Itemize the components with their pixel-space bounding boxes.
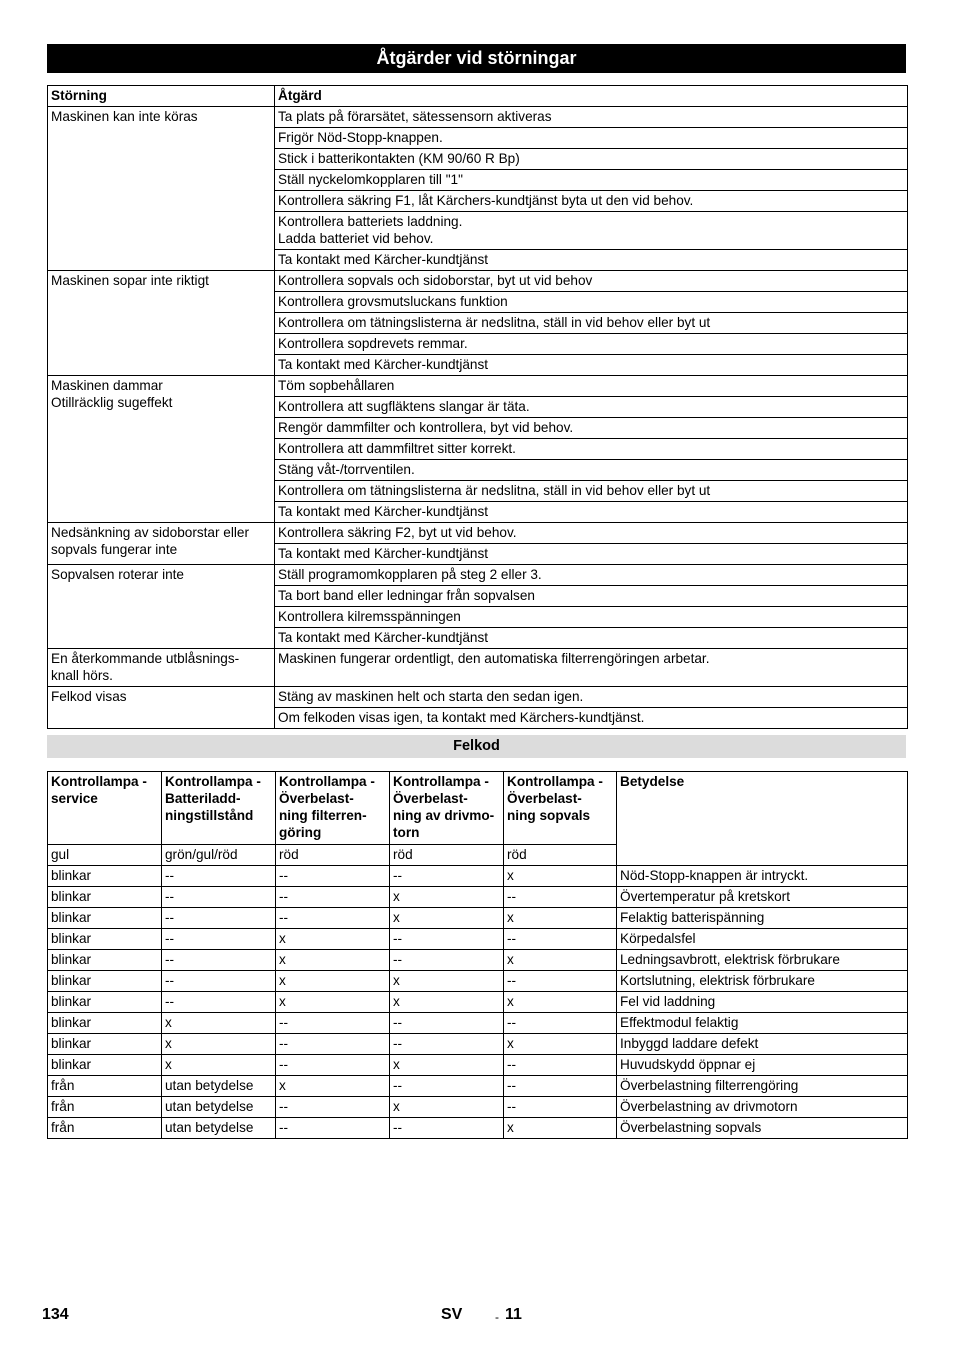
code-row — [48, 1097, 908, 1118]
broom-lamp-cell: x — [504, 1034, 617, 1055]
broom-lamp-cell: -- — [504, 971, 617, 992]
service-lamp-cell: från — [48, 1097, 162, 1118]
filter-lamp-cell: -- — [276, 866, 390, 887]
code-row — [48, 1055, 908, 1076]
fault-cell: Maskinen dammar Otillräcklig sugeffekt — [48, 376, 275, 523]
action-cell: Ta kontakt med Kärcher-kundtjänst — [275, 502, 908, 523]
action-cell: Frigör Nöd-Stopp-knappen. — [275, 128, 908, 149]
meaning-cell: Inbyggd laddare defekt — [617, 1034, 908, 1055]
code-row — [48, 908, 908, 929]
header-action: Åtgärd — [275, 86, 908, 107]
header-drive-lamp: Kontrollampa - Överbelast- ning av drivmo- torn — [390, 772, 504, 845]
action-cell: Om felkoden visas igen, ta kontakt med Kärchers-kundtjänst. — [275, 708, 908, 729]
fault-table-header — [48, 86, 908, 107]
broom-lamp-cell: -- — [504, 1013, 617, 1034]
meaning-cell: Överbelastning sopvals — [617, 1118, 908, 1139]
action-cell: Maskinen fungerar ordentligt, den automatiska filterrengöringen arbetar. — [275, 649, 908, 687]
drive-lamp-cell: x — [390, 908, 504, 929]
drive-lamp-cell: x — [390, 971, 504, 992]
fault-row — [48, 271, 908, 292]
drive-lamp-cell: -- — [390, 1076, 504, 1097]
battery-lamp-cell: -- — [162, 866, 276, 887]
meaning-cell: Huvudskydd öppnar ej — [617, 1055, 908, 1076]
code-row — [48, 929, 908, 950]
service-lamp-cell: blinkar — [48, 950, 162, 971]
code-row — [48, 950, 908, 971]
action-cell: Ta kontakt med Kärcher-kundtjänst — [275, 544, 908, 565]
service-lamp-cell: blinkar — [48, 887, 162, 908]
battery-lamp-cell: -- — [162, 992, 276, 1013]
action-cell: Ställ nyckelomkopplaren till "1" — [275, 170, 908, 191]
drive-lamp-cell: -- — [390, 929, 504, 950]
header-filter-lamp: Kontrollampa - Överbelast- ning filterren- göring — [276, 772, 390, 845]
battery-lamp-cell: x — [162, 1055, 276, 1076]
action-cell: Stäng av maskinen helt och starta den sedan igen. — [275, 687, 908, 708]
service-lamp-cell: blinkar — [48, 1055, 162, 1076]
filter-lamp-cell: -- — [276, 887, 390, 908]
action-cell: Stäng våt-/torrventilen. — [275, 460, 908, 481]
lamp-color: röd — [504, 845, 617, 866]
code-table-header — [48, 772, 908, 845]
page-title: Åtgärder vid störningar — [47, 44, 906, 73]
lamp-color: gul — [48, 845, 162, 866]
drive-lamp-cell: x — [390, 887, 504, 908]
battery-lamp-cell: utan betydelse — [162, 1118, 276, 1139]
filter-lamp-cell: -- — [276, 1055, 390, 1076]
service-lamp-cell: blinkar — [48, 929, 162, 950]
language-code: SV — [441, 1306, 463, 1323]
code-row — [48, 1034, 908, 1055]
meaning-cell: Fel vid laddning — [617, 992, 908, 1013]
error-code-table — [47, 771, 908, 1139]
action-cell: Kontrollera att sugfläktens slangar är täta. — [275, 397, 908, 418]
meaning-cell: Ledningsavbrott, elektrisk förbrukare — [617, 950, 908, 971]
broom-lamp-cell: -- — [504, 887, 617, 908]
filter-lamp-cell: x — [276, 929, 390, 950]
service-lamp-cell: blinkar — [48, 971, 162, 992]
fault-cell: Maskinen sopar inte riktigt — [48, 271, 275, 376]
broom-lamp-cell: x — [504, 992, 617, 1013]
battery-lamp-cell: utan betydelse — [162, 1097, 276, 1118]
action-cell: Ta plats på förarsätet, sätessensorn aktiveras — [275, 107, 908, 128]
meaning-cell: Kortslutning, elektrisk förbrukare — [617, 971, 908, 992]
battery-lamp-cell: -- — [162, 950, 276, 971]
fault-cell: Felkod visas — [48, 687, 275, 729]
broom-lamp-cell: x — [504, 950, 617, 971]
code-row — [48, 971, 908, 992]
footer-separator: - — [495, 1310, 499, 1324]
action-cell: Kontrollera om tätningslisterna är nedslitna, ställ in vid behov eller byt ut — [275, 481, 908, 502]
meaning-cell: Övertemperatur på kretskort — [617, 887, 908, 908]
broom-lamp-cell: -- — [504, 929, 617, 950]
broom-lamp-cell: x — [504, 908, 617, 929]
battery-lamp-cell: -- — [162, 929, 276, 950]
action-cell: Töm sopbehållaren — [275, 376, 908, 397]
header-meaning: Betydelse — [617, 772, 908, 866]
action-cell: Kontrollera sopdrevets remmar. — [275, 334, 908, 355]
drive-lamp-cell: -- — [390, 950, 504, 971]
section-heading: Felkod — [47, 735, 906, 758]
lamp-color: röd — [390, 845, 504, 866]
drive-lamp-cell: x — [390, 992, 504, 1013]
action-cell: Ställ programomkopplaren på steg 2 eller 3. — [275, 565, 908, 586]
drive-lamp-cell: -- — [390, 866, 504, 887]
code-row — [48, 1076, 908, 1097]
action-cell: Ta kontakt med Kärcher-kundtjänst — [275, 250, 908, 271]
broom-lamp-cell: x — [504, 1118, 617, 1139]
drive-lamp-cell: -- — [390, 1034, 504, 1055]
drive-lamp-cell: x — [390, 1055, 504, 1076]
action-cell: Kontrollera kilremsspänningen — [275, 607, 908, 628]
meaning-cell: Överbelastning av drivmotorn — [617, 1097, 908, 1118]
action-cell: Kontrollera batteriets laddning. Ladda batteriet vid behov. — [275, 212, 908, 250]
header-battery-lamp: Kontrollampa - Batteriladd- ningstillstånd — [162, 772, 276, 845]
action-cell: Stick i batterikontakten (KM 90/60 R Bp) — [275, 149, 908, 170]
broom-lamp-cell: x — [504, 866, 617, 887]
meaning-cell: Överbelastning filterrengöring — [617, 1076, 908, 1097]
battery-lamp-cell: x — [162, 1034, 276, 1055]
service-lamp-cell: blinkar — [48, 1013, 162, 1034]
code-row — [48, 1118, 908, 1139]
page-number: 134 — [42, 1306, 69, 1323]
filter-lamp-cell: x — [276, 992, 390, 1013]
fault-row — [48, 376, 908, 397]
filter-lamp-cell: x — [276, 971, 390, 992]
filter-lamp-cell: -- — [276, 1118, 390, 1139]
action-cell: Ta kontakt med Kärcher-kundtjänst — [275, 355, 908, 376]
lamp-color: grön/gul/röd — [162, 845, 276, 866]
broom-lamp-cell: -- — [504, 1055, 617, 1076]
meaning-cell: Körpedalsfel — [617, 929, 908, 950]
service-lamp-cell: blinkar — [48, 1034, 162, 1055]
service-lamp-cell: från — [48, 1118, 162, 1139]
fault-row — [48, 565, 908, 586]
filter-lamp-cell: x — [276, 1076, 390, 1097]
meaning-cell: Felaktig batterispänning — [617, 908, 908, 929]
battery-lamp-cell: -- — [162, 971, 276, 992]
drive-lamp-cell: -- — [390, 1118, 504, 1139]
service-lamp-cell: blinkar — [48, 866, 162, 887]
fault-cell: En återkommande utblåsnings- knall hörs. — [48, 649, 275, 687]
meaning-cell: Effektmodul felaktig — [617, 1013, 908, 1034]
action-cell: Kontrollera om tätningslisterna är nedslitna, ställ in vid behov eller byt ut — [275, 313, 908, 334]
action-cell: Kontrollera sopvals och sidoborstar, byt ut vid behov — [275, 271, 908, 292]
action-cell: Kontrollera säkring F1, låt Kärchers-kundtjänst byta ut den vid behov. — [275, 191, 908, 212]
header-service-lamp: Kontrollampa - service — [48, 772, 162, 845]
header-fault: Störning — [48, 86, 275, 107]
fault-row — [48, 523, 908, 544]
service-lamp-cell: från — [48, 1076, 162, 1097]
code-row — [48, 992, 908, 1013]
broom-lamp-cell: -- — [504, 1097, 617, 1118]
service-lamp-cell: blinkar — [48, 908, 162, 929]
fault-table — [47, 85, 908, 729]
action-cell: Kontrollera grovsmutsluckans funktion — [275, 292, 908, 313]
filter-lamp-cell: x — [276, 950, 390, 971]
section-page-number: 11 — [505, 1306, 522, 1323]
battery-lamp-cell: x — [162, 1013, 276, 1034]
action-cell: Rengör dammfilter och kontrollera, byt vid behov. — [275, 418, 908, 439]
lamp-color: röd — [276, 845, 390, 866]
fault-cell: Nedsänkning av sidoborstar eller sopvals fungerar inte — [48, 523, 275, 565]
filter-lamp-cell: -- — [276, 1013, 390, 1034]
battery-lamp-cell: -- — [162, 908, 276, 929]
drive-lamp-cell: -- — [390, 1013, 504, 1034]
fault-row — [48, 107, 908, 128]
action-cell: Ta kontakt med Kärcher-kundtjänst — [275, 628, 908, 649]
fault-cell: Maskinen kan inte köras — [48, 107, 275, 271]
code-row — [48, 887, 908, 908]
fault-row — [48, 687, 908, 708]
code-row — [48, 866, 908, 887]
fault-row — [48, 649, 908, 687]
action-cell: Ta bort band eller ledningar från sopvalsen — [275, 586, 908, 607]
filter-lamp-cell: -- — [276, 1097, 390, 1118]
action-cell: Kontrollera säkring F2, byt ut vid behov. — [275, 523, 908, 544]
action-cell: Kontrollera att dammfiltret sitter korrekt. — [275, 439, 908, 460]
header-broom-lamp: Kontrollampa - Överbelast- ning sopvals — [504, 772, 617, 845]
meaning-cell: Nöd-Stopp-knappen är intryckt. — [617, 866, 908, 887]
code-row — [48, 1013, 908, 1034]
battery-lamp-cell: -- — [162, 887, 276, 908]
battery-lamp-cell: utan betydelse — [162, 1076, 276, 1097]
fault-cell: Sopvalsen roterar inte — [48, 565, 275, 649]
filter-lamp-cell: -- — [276, 1034, 390, 1055]
filter-lamp-cell: -- — [276, 908, 390, 929]
broom-lamp-cell: -- — [504, 1076, 617, 1097]
service-lamp-cell: blinkar — [48, 992, 162, 1013]
drive-lamp-cell: x — [390, 1097, 504, 1118]
